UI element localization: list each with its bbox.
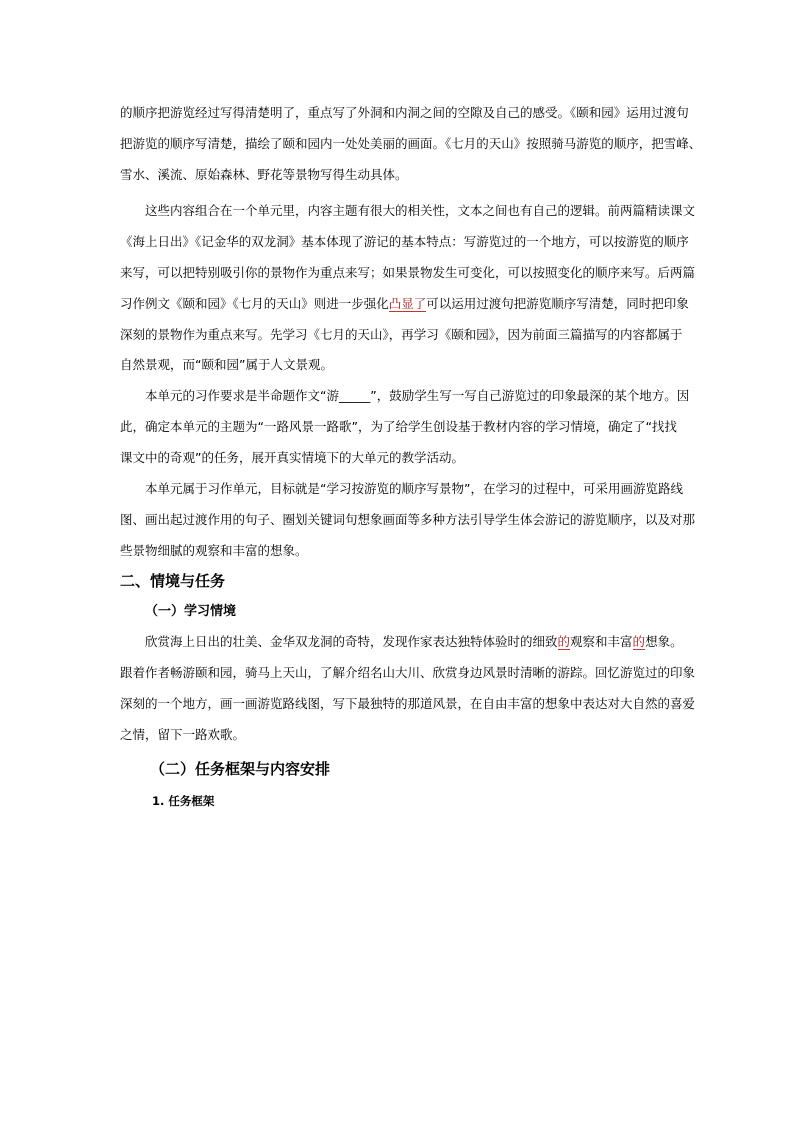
text-run: 欣赏海上日出的壮美、金华双龙洞的奇特，发现作家表达独特体验时的细致	[145, 634, 558, 649]
paragraph-line: 来写，可以把特别吸引你的景物作为重点来写；如果景物发生可变化，可以按照变化的顺序来写。后两篇	[120, 265, 696, 280]
paragraph-line: 些景物细腻的观察和丰富的想象。	[120, 543, 308, 558]
list-item-heading: 1. 任务框架	[152, 794, 215, 808]
text-run: 观察和丰富	[570, 634, 633, 649]
tracked-change-mark: 凸显了	[388, 296, 427, 311]
section-heading: 二、情境与任务	[120, 572, 226, 590]
paragraph-line: 之情，留下一路欢歌。	[120, 727, 246, 742]
paragraph-line: 这些内容组合在一个单元里，内容主题有很大的相关性，文本之间也有自己的逻辑。前两篇精读课文	[145, 203, 696, 218]
paragraph-line: 深刻的景物作为重点来写。先学习《七月的天山》，再学习《颐和园》，因为前面三篇描写的内容都属于	[120, 327, 683, 342]
tracked-change-mark: 的	[557, 634, 571, 649]
text-run: 习作例文《颐和园》《七月的天山》则进一步强化	[120, 296, 389, 311]
subsection-heading: （二）任务框架与内容安排	[150, 760, 331, 778]
paragraph-line: 图、画出起过渡作用的句子、圈划关键词句想象画面等多种方法引导学生体会游记的游览顺序，以及对那	[120, 512, 696, 527]
paragraph-line: 本单元的习作要求是半命题作文“游_____”，鼓励学生写一写自己游览过的印象最深的某个地方。因	[145, 388, 690, 403]
paragraph-line	[145, 634, 683, 650]
paragraph-line: 跟着作者畅游颐和园，骑马上天山，了解介绍名山大川、欣赏身边风景时清晰的游踪。回忆游览过的印象	[120, 665, 696, 680]
paragraph-line: 深刻的一个地方，画一画游览路线图，写下最独特的那道风景，在自由丰富的想象中表达对大自然的喜爱	[120, 696, 696, 711]
text-run: 可以运用过渡句把游览顺序写清楚，同时把印象	[426, 296, 689, 311]
paragraph-line: 雪水、溪流、原始森林、野花等景物写得生动具体。	[120, 167, 408, 182]
paragraph-line: 课文中的奇观”的任务，展开真实情境下的大单元的教学活动。	[120, 450, 464, 465]
paragraph-line: 自然景观，而“颐和园”属于人文景观。	[120, 357, 333, 372]
paragraph-line: 本单元属于习作单元，目标就是“学习按游览的顺序写景物”，在学习的过程中，可采用画游览路线	[145, 481, 683, 496]
paragraph-line	[120, 296, 689, 312]
tracked-change-mark: 的	[632, 634, 646, 649]
paragraph-line: 把游览的顺序写清楚，描绘了颐和园内一处处美丽的画面。《七月的天山》按照骑马游览的顺序，把雪峰、	[120, 136, 702, 151]
paragraph-line: 的顺序把游览经过写得清楚明了，重点写了外洞和内洞之间的空隙及自己的感受。《颐和园》运用过渡句	[120, 105, 689, 120]
subsection-heading: （一）学习情境	[145, 604, 237, 619]
text-run: 想象。	[645, 634, 683, 649]
paragraph-line: 《海上日出》《记金华的双龙洞》基本体现了游记的基本特点：写游览过的一个地方，可以按游览的顺序	[120, 234, 689, 249]
paragraph-line: 此，确定本单元的主题为“一路风景一路歌”，为了给学生创设基于教材内容的学习情境，确定了“找找	[120, 419, 677, 434]
